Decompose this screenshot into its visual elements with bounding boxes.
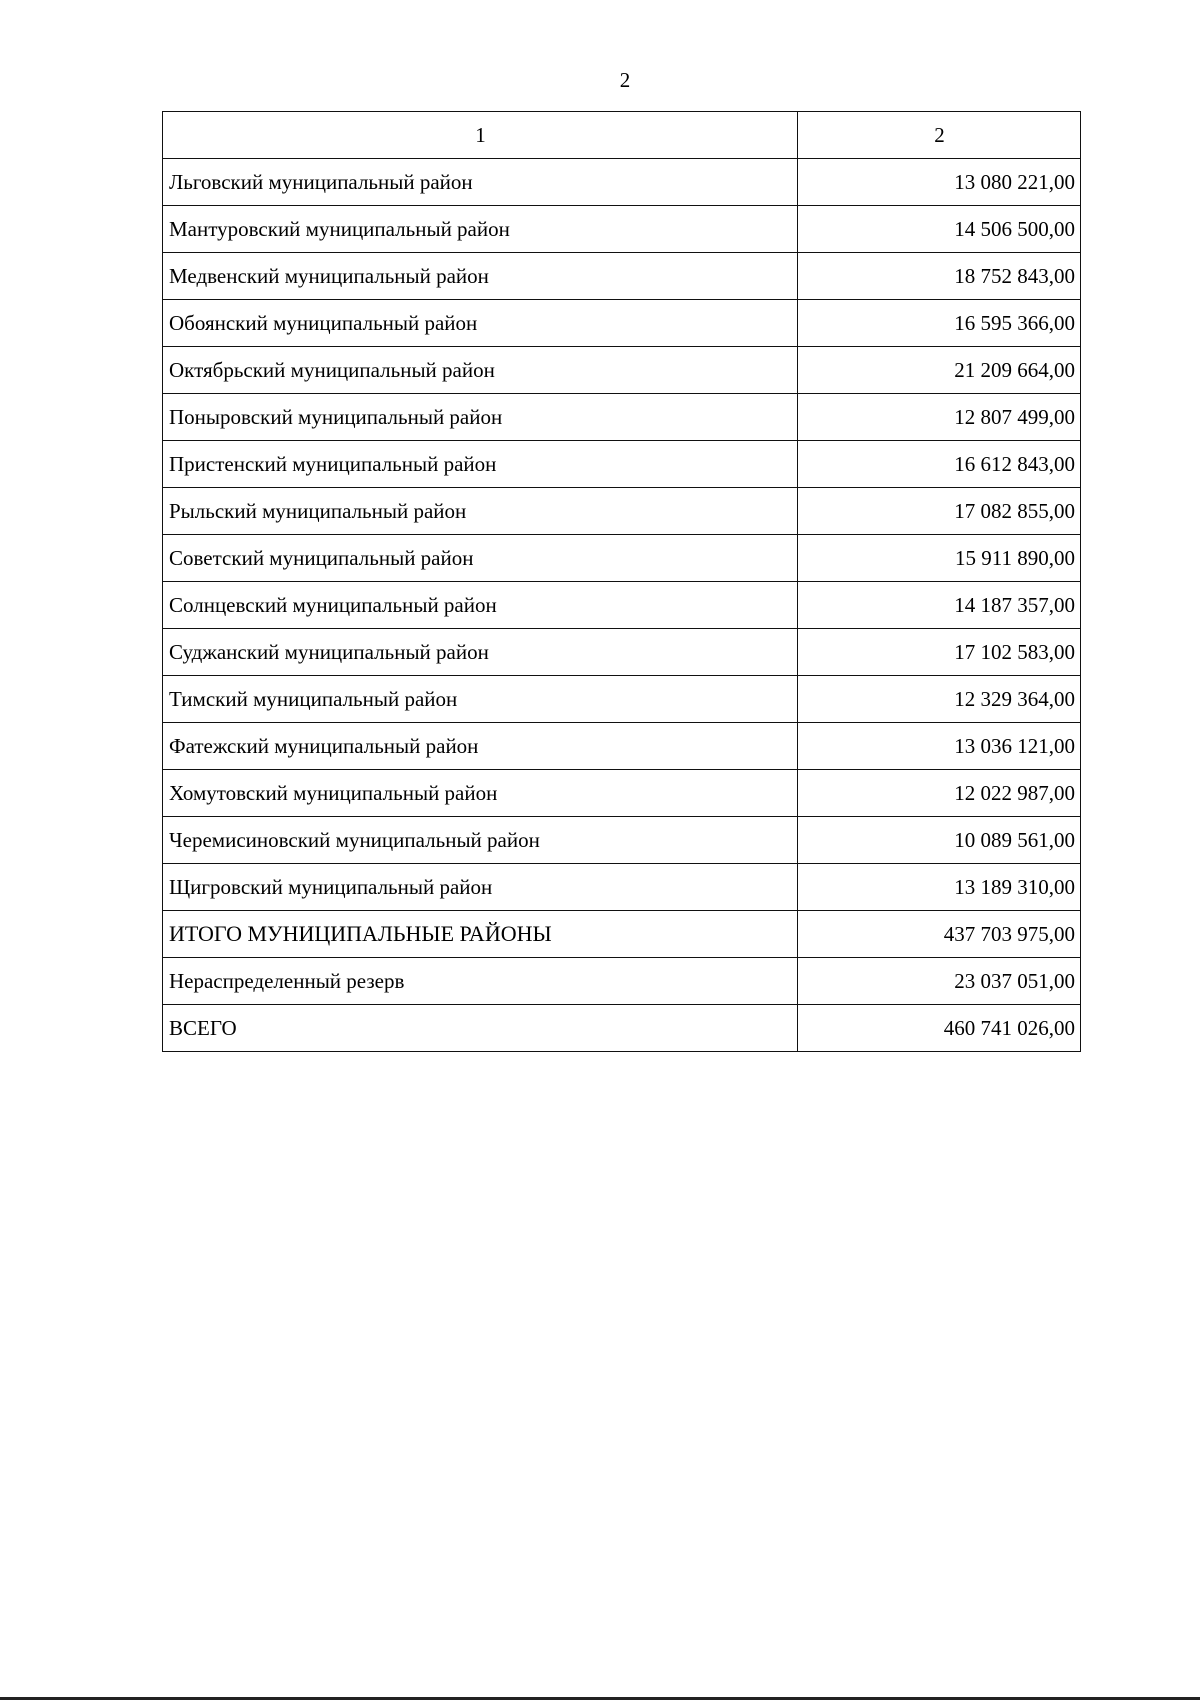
table-row <box>163 347 1081 394</box>
row-value-cell: 13 080 221,00 <box>798 159 1081 206</box>
row-name-cell: Тимский муниципальный район <box>163 676 798 723</box>
table-row <box>163 629 1081 676</box>
table-header-row <box>163 112 1081 159</box>
row-value-cell: 16 595 366,00 <box>798 300 1081 347</box>
table-row <box>163 864 1081 911</box>
row-name-cell: Рыльский муниципальный район <box>163 488 798 535</box>
row-name-cell: Нераспределенный резерв <box>163 958 798 1005</box>
row-value-cell: 16 612 843,00 <box>798 441 1081 488</box>
table-row <box>163 206 1081 253</box>
row-name-cell: Суджанский муниципальный район <box>163 629 798 676</box>
row-name-cell: Фатежский муниципальный район <box>163 723 798 770</box>
row-value-cell: 15 911 890,00 <box>798 535 1081 582</box>
row-value-cell: 17 082 855,00 <box>798 488 1081 535</box>
row-value-cell: 13 036 121,00 <box>798 723 1081 770</box>
allocation-table <box>162 111 1081 1052</box>
row-name-cell: Пристенский муниципальный район <box>163 441 798 488</box>
row-value-cell: 14 506 500,00 <box>798 206 1081 253</box>
row-name-cell: Советский муниципальный район <box>163 535 798 582</box>
table-row <box>163 958 1081 1005</box>
table-row <box>163 253 1081 300</box>
table-row <box>163 817 1081 864</box>
table-row <box>163 676 1081 723</box>
column-header-2: 2 <box>798 112 1081 159</box>
table-row <box>163 300 1081 347</box>
row-value-cell: 12 807 499,00 <box>798 394 1081 441</box>
row-name-cell: Хомутовский муниципальный район <box>163 770 798 817</box>
page-number: 2 <box>619 68 631 92</box>
row-name-cell: Поныровский муниципальный район <box>163 394 798 441</box>
table-row <box>163 394 1081 441</box>
table-row <box>163 441 1081 488</box>
row-value-cell: 23 037 051,00 <box>798 958 1081 1005</box>
row-name-cell: Медвенский муниципальный район <box>163 253 798 300</box>
table-row <box>163 488 1081 535</box>
row-value-cell: 14 187 357,00 <box>798 582 1081 629</box>
row-value-cell: 12 329 364,00 <box>798 676 1081 723</box>
row-name-cell: ВСЕГО <box>163 1005 798 1052</box>
table-row <box>163 582 1081 629</box>
row-name-cell: ИТОГО МУНИЦИПАЛЬНЫЕ РАЙОНЫ <box>163 911 798 958</box>
table-row <box>163 770 1081 817</box>
row-name-cell: Мантуровский муниципальный район <box>163 206 798 253</box>
table-row <box>163 911 1081 958</box>
table-row <box>163 159 1081 206</box>
table-row <box>163 723 1081 770</box>
row-name-cell: Черемисиновский муниципальный район <box>163 817 798 864</box>
table-row <box>163 535 1081 582</box>
row-name-cell: Октябрьский муниципальный район <box>163 347 798 394</box>
row-value-cell: 17 102 583,00 <box>798 629 1081 676</box>
column-header-1: 1 <box>163 112 798 159</box>
row-value-cell: 12 022 987,00 <box>798 770 1081 817</box>
row-value-cell: 13 189 310,00 <box>798 864 1081 911</box>
row-value-cell: 460 741 026,00 <box>798 1005 1081 1052</box>
row-name-cell: Щигровский муниципальный район <box>163 864 798 911</box>
row-value-cell: 18 752 843,00 <box>798 253 1081 300</box>
row-value-cell: 437 703 975,00 <box>798 911 1081 958</box>
row-name-cell: Обоянский муниципальный район <box>163 300 798 347</box>
allocation-table-container <box>162 111 1080 1052</box>
row-name-cell: Льговский муниципальный район <box>163 159 798 206</box>
table-row <box>163 1005 1081 1052</box>
row-value-cell: 21 209 664,00 <box>798 347 1081 394</box>
row-name-cell: Солнцевский муниципальный район <box>163 582 798 629</box>
row-value-cell: 10 089 561,00 <box>798 817 1081 864</box>
